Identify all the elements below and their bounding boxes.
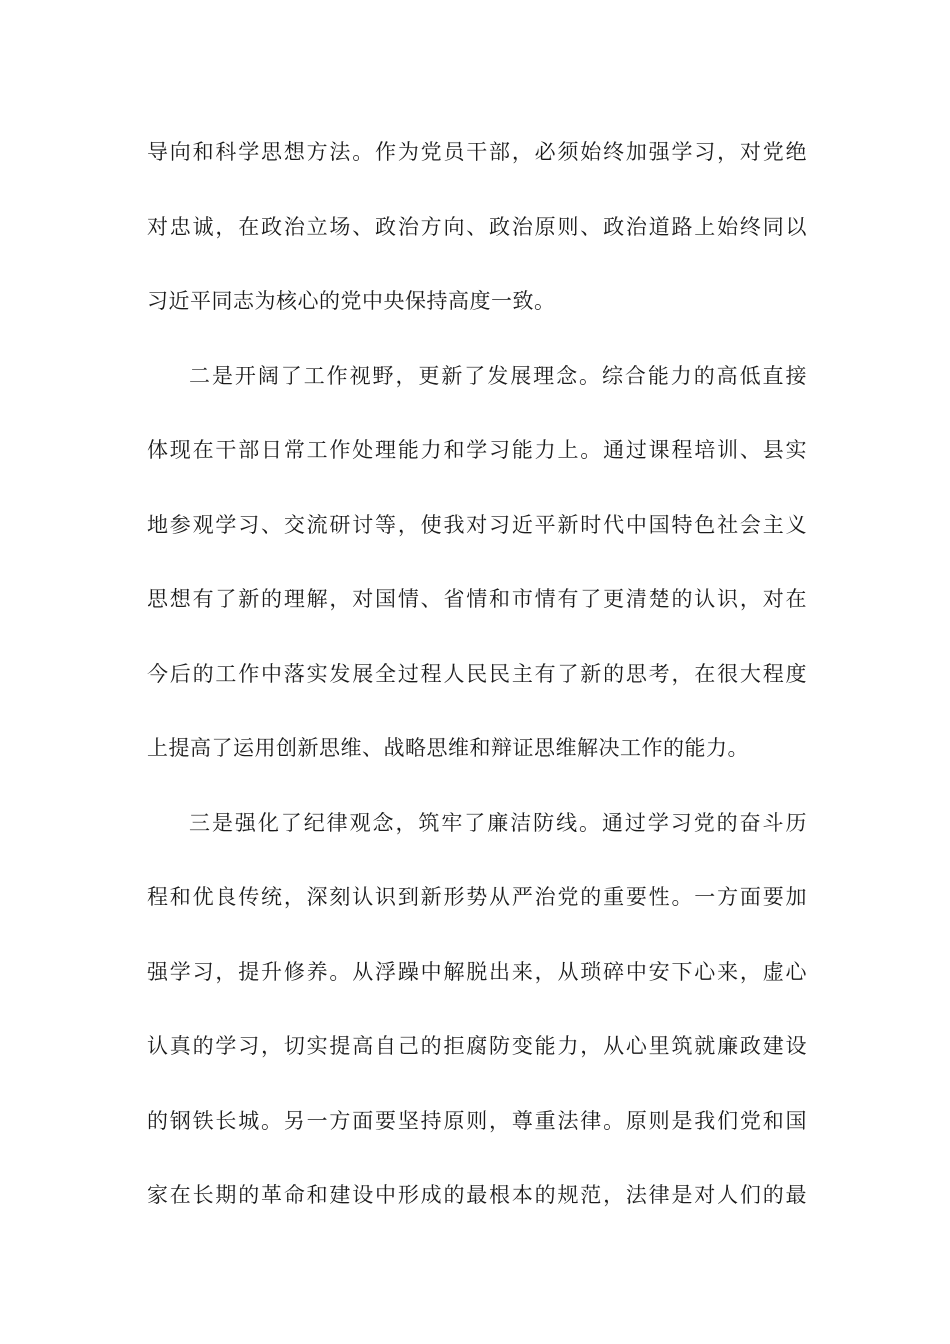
text-line: 上提高了运用创新思维、战略思维和辩证思维解决工作的能力。 xyxy=(147,736,749,760)
text-line: 认真的学习，切实提高自己的拒腐防变能力，从心里筑就廉政建设 xyxy=(147,1034,807,1058)
text-line: 地参观学习、交流研讨等，使我对习近平新时代中国特色社会主义 xyxy=(147,512,807,537)
paragraph-1 xyxy=(147,115,807,339)
text-line: 三是强化了纪律观念，筑牢了廉洁防线。通过学习党的奋斗历 xyxy=(189,810,807,835)
text-line: 导向和科学思想方法。作为党员干部，必须始终加强学习，对党绝 xyxy=(147,140,807,164)
text-line: 思想有了新的理解，对国情、省情和市情有了更清楚的认识，对在 xyxy=(147,587,807,611)
text-line: 习近平同志为核心的党中央保持高度一致。 xyxy=(147,289,556,313)
text-line: 体现在干部日常工作处理能力和学习能力上。通过课程培训、县实 xyxy=(147,438,807,462)
text-line: 强学习，提升修养。从浮躁中解脱出来，从琐碎中安下心来，虚心 xyxy=(147,959,807,984)
text-line: 对忠诚，在政治立场、政治方向、政治原则、政治道路上始终同以 xyxy=(147,214,807,239)
text-line: 家在长期的革命和建设中形成的最根本的规范，法律是对人们的最 xyxy=(147,1183,807,1207)
document-body xyxy=(147,115,807,1233)
text-line: 程和优良传统，深刻认识到新形势从严治党的重要性。一方面要加 xyxy=(147,885,807,909)
paragraph-3 xyxy=(147,786,807,1233)
text-line: 二是开阔了工作视野，更新了发展理念。综合能力的高低直接 xyxy=(189,363,807,388)
paragraph-2 xyxy=(147,339,807,786)
text-line: 今后的工作中落实发展全过程人民民主有了新的思考，在很大程度 xyxy=(147,661,807,686)
text-line: 的钢铁长城。另一方面要坚持原则，尊重法律。原则是我们党和国 xyxy=(147,1108,807,1133)
